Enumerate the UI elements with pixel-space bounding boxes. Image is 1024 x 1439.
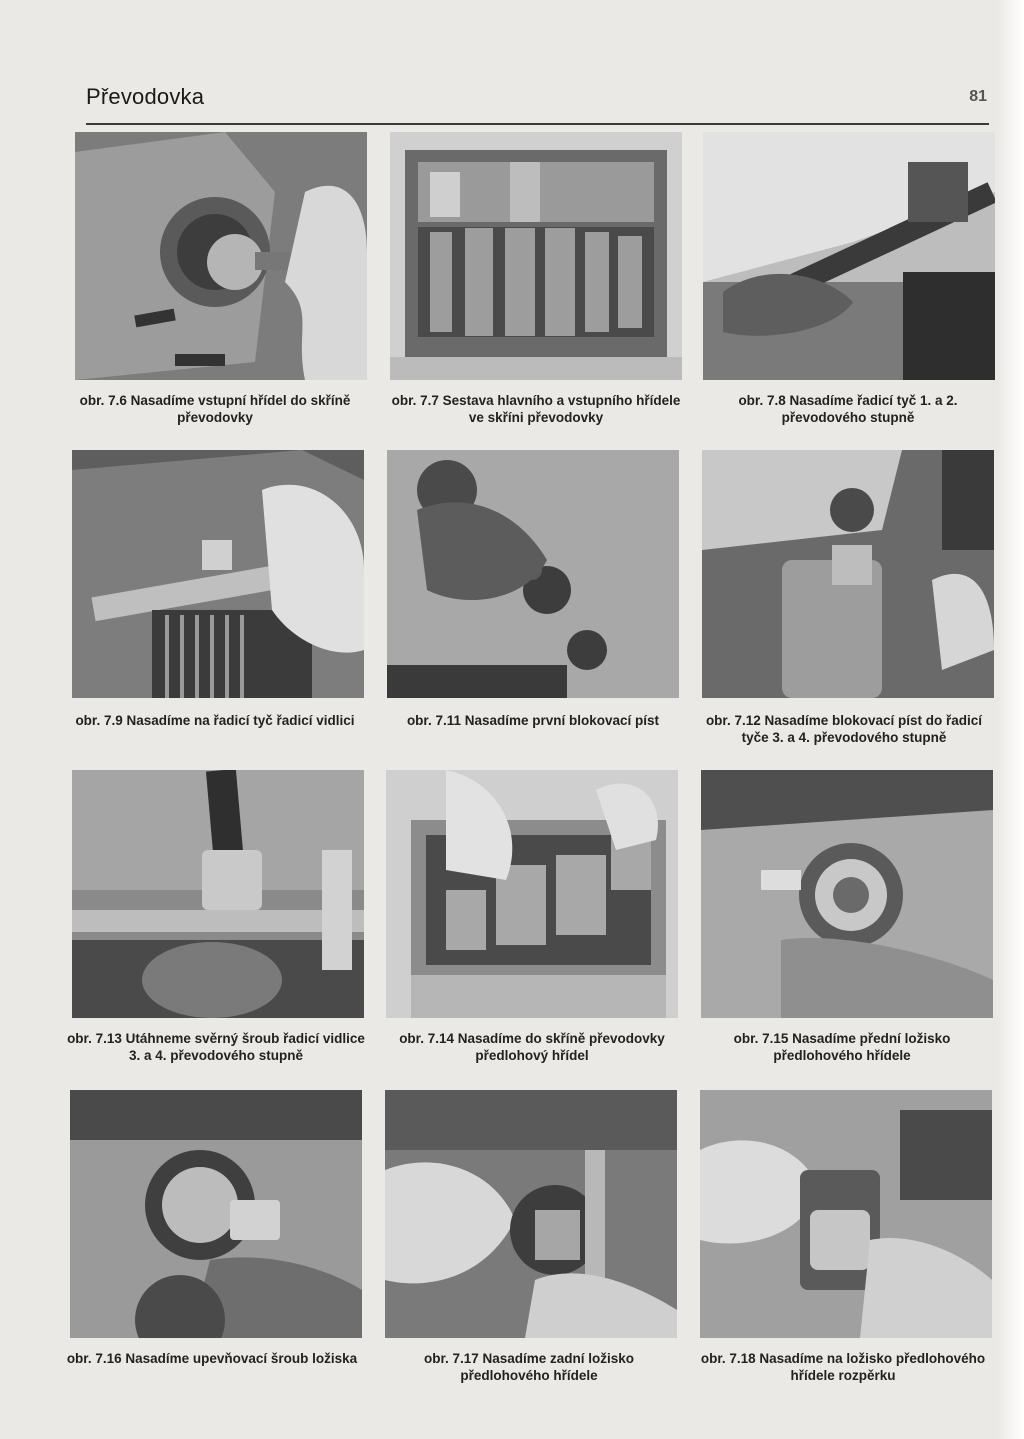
caption-fig-7-14: obr. 7.14 Nasadíme do skříně převodovky předlohový hřídel xyxy=(399,1031,665,1063)
photo-fig-7-16 xyxy=(70,1090,362,1338)
photo-fig-7-7 xyxy=(390,132,682,380)
photo-fig-7-14 xyxy=(386,770,678,1018)
photo-fig-7-15 xyxy=(701,770,993,1018)
header-rule xyxy=(86,123,989,125)
caption-fig-7-12: obr. 7.12 Nasadíme blokovací píst do řadicí tyče 3. a 4. převodového stupně xyxy=(705,713,983,745)
page-header xyxy=(86,84,989,128)
photo-fig-7-13 xyxy=(72,770,364,1018)
photo-fig-7-11 xyxy=(387,450,679,698)
caption-fig-7-13: obr. 7.13 Utáhneme svěrný šroub řadicí vidlice 3. a 4. převodového stupně xyxy=(67,1031,365,1063)
page-edge-shadow xyxy=(998,0,1024,1439)
section-title: Převodovka xyxy=(86,84,205,109)
caption-fig-7-15: obr. 7.15 Nasadíme přední ložisko předlohového hřídele xyxy=(733,1031,951,1063)
page-number: 81 xyxy=(969,88,987,105)
caption-fig-7-9: obr. 7.9 Nasadíme na řadicí tyč řadicí vidlici xyxy=(75,713,355,728)
photo-fig-7-8 xyxy=(703,132,995,380)
caption-fig-7-16: obr. 7.16 Nasadíme upevňovací šroub ložiska xyxy=(66,1351,358,1366)
caption-fig-7-7: obr. 7.7 Sestava hlavního a vstupního hřídele ve skříni převodovky xyxy=(391,393,681,425)
caption-fig-7-11: obr. 7.11 Nasadíme první blokovací píst xyxy=(406,713,660,728)
caption-fig-7-18: obr. 7.18 Nasadíme na ložisko předlohového hřídele rozpěrku xyxy=(700,1351,986,1383)
photo-fig-7-9 xyxy=(72,450,364,698)
photo-fig-7-17 xyxy=(385,1090,677,1338)
caption-fig-7-17: obr. 7.17 Nasadíme zadní ložisko předlohového hřídele xyxy=(423,1351,635,1383)
photo-fig-7-18 xyxy=(700,1090,992,1338)
photo-fig-7-12 xyxy=(702,450,994,698)
caption-fig-7-8: obr. 7.8 Nasadíme řadicí tyč 1. a 2. převodového stupně xyxy=(738,393,958,425)
caption-fig-7-6: obr. 7.6 Nasadíme vstupní hřídel do skříně převodovky xyxy=(79,393,351,425)
photo-fig-7-6 xyxy=(75,132,367,380)
